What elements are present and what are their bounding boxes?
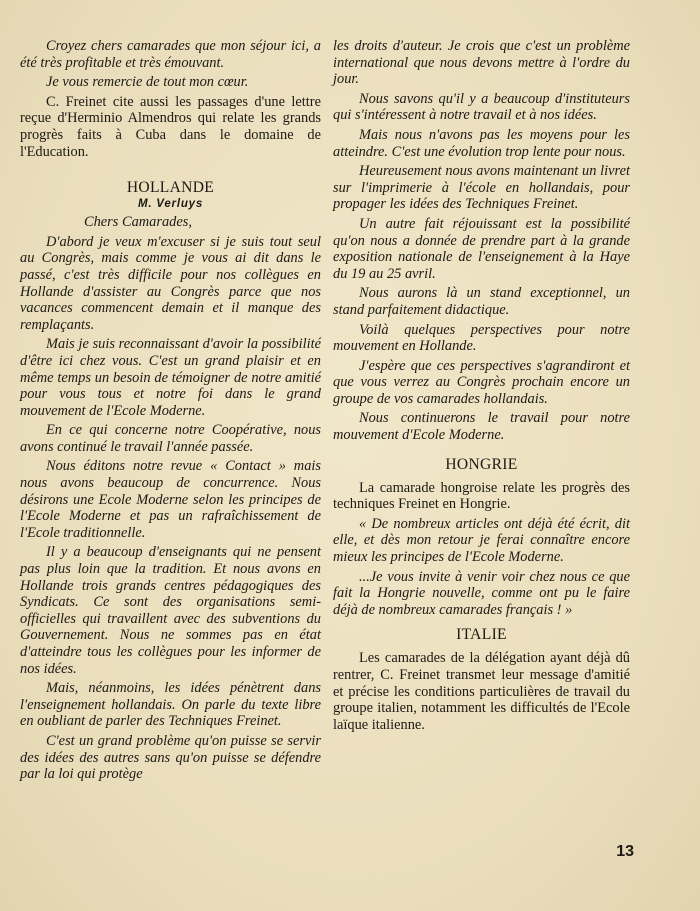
section-title-hongrie: HONGRIE: [445, 455, 518, 473]
hongrie-quote-2: ...Je vous invite à venir voir chez nous ce que fait la Hongrie nouvelle, comme ont pu le faire déjà de nombreux camarades français ! »: [333, 568, 630, 618]
hollande-paragraph-2: Mais je suis reconnaissant d'avoir la possibilité d'être ici chez vous. C'est un grand plaisir et en même temps un besoin de témoigner de notre amitié pour vous tous et notre foi dans le grand mouvement de l'Ecole Moderne.: [20, 336, 321, 419]
italie-paragraph: Les camarades de la délégation ayant déjà dû rentrer, C. Freinet transmet leur message d'amitié et précise les conditions particulières de travail du groupe italien, notamment les difficultés de l'Ecole laïque italienne.: [333, 650, 630, 733]
hollande-paragraph-6: Mais, néanmoins, les idées pénètrent dans l'enseignement hollandais. On parle du texte libre en oubliant de parler des Techniques Freinet.: [20, 680, 321, 730]
hollande-paragraph-3: En ce qui concerne notre Coopérative, nous avons continué le travail l'année passée.: [20, 422, 321, 455]
hollande-continued-2: Nous savons qu'il y a beaucoup d'instituteurs qui s'intéressent à notre travail et à nos idées.: [333, 90, 630, 124]
hollande-continued-3: Mais nous n'avons pas les moyens pour les atteindre. C'est une évolution trop lente pour nous.: [333, 126, 630, 160]
author-byline: M. Verluys: [137, 198, 204, 211]
hollande-continued-8: J'espère que ces perspectives s'agrandiront et que vous verrez au Congrès prochain encore un groupe de vos camarades hollandais.: [333, 357, 630, 407]
hollande-continued-5: Un autre fait réjouissant est la possibilité qu'on nous a donnée de prendre part à la grande exposition nationale de l'enseignement à la Haye du 19 au 25 avril.: [333, 215, 630, 282]
intro-paragraph-3: C. Freinet cite aussi les passages d'une lettre reçue d'Herminio Almendros qui relate les grands progrès faits à Cuba dans le domaine de l'Education.: [20, 93, 321, 160]
salutation: Chers Camarades,: [84, 214, 192, 231]
left-column: [20, 38, 321, 783]
intro-paragraph-2: Je vous remercie de tout mon cœur.: [46, 74, 249, 91]
hongrie-quote-1: « De nombreux articles ont déjà été écrit, dit elle, et dès mon retour je ferai connaître encore mieux les principes de l'Ecole Moderne.: [333, 515, 630, 566]
hollande-continued-1: les droits d'auteur. Je crois que c'est un problème international que nous devons mettre à l'ordre du jour.: [333, 38, 630, 88]
hollande-continued-4: Heureusement nous avons maintenant un livret sur l'imprimerie à l'école en hollandais, pour propager les idées des Techniques Freinet.: [333, 163, 630, 213]
section-title-italie: ITALIE: [456, 626, 507, 644]
hongrie-intro: La camarade hongroise relate les progrès des techniques Freinet en Hongrie.: [333, 479, 630, 513]
section-title-hollande: HOLLANDE: [126, 179, 215, 197]
page-number: 13: [616, 843, 634, 860]
hollande-continued-9: Nous continuerons le travail pour notre mouvement d'Ecole Moderne.: [333, 410, 630, 444]
intro-paragraph-1: Croyez chers camarades que mon séjour ici, a été très profitable et très émouvant.: [20, 38, 321, 71]
hollande-paragraph-4: Nous éditons notre revue « Contact » mais nous avons beaucoup de concurrence. Nous désirons une Ecole Moderne selon les principes de l'Ecole Moderne et pas un rafraîchissement de l'Ecole traditionnelle.: [20, 458, 321, 541]
hollande-continued-7: Voilà quelques perspectives pour notre mouvement en Hollande.: [333, 321, 630, 355]
hollande-paragraph-7: C'est un grand problème qu'on puisse se servir des idées des autres sans qu'on puisse se défendre par la loi qui protège: [20, 732, 321, 783]
hollande-continued-6: Nous aurons là un stand exceptionnel, un stand parfaitement didactique.: [333, 285, 630, 318]
hollande-paragraph-5: Il y a beaucoup d'enseignants qui ne pensent pas plus loin que la tradition. Et nous avons en Hollande trois grands centres pédagogiques des Syndicats. Ce sont des organisations semi-officielles qui travaillent avec des subventions du Gouvernement. Nous ne sommes pas en état d'atteindre tous les collègues pour les informer de nos idées.: [20, 544, 321, 677]
hollande-paragraph-1: D'abord je veux m'excuser si je suis tout seul au Congrès, mais comme je vous ai dit dans le passé, c'est très difficile pour nos collègues en Hollande d'assister au Congrès parce que nos vacances commencent demain et il manque des remplaçants.: [20, 233, 321, 333]
right-column: [333, 38, 630, 733]
